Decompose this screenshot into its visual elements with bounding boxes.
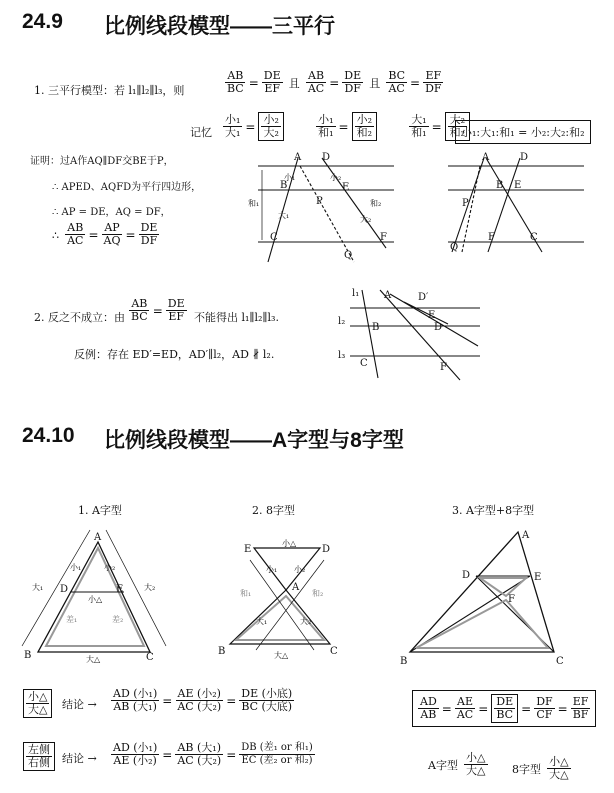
label-sum-1: 和₁ — [248, 199, 260, 208]
proof-line-3: ∴ AP = DE，AQ = DF， — [52, 207, 171, 218]
svg-text:D′: D′ — [418, 292, 429, 303]
svg-text:E: E — [244, 544, 252, 555]
label-small-2: 小₂ — [330, 173, 342, 182]
svg-text:差₂: 差₂ — [112, 615, 124, 624]
counter-example: 反例：存在 ED′=ED，AD′∥l₂，AD ∦ l₂. — [74, 348, 275, 361]
svg-text:小₁: 小₁ — [266, 565, 278, 574]
item1-label: 1. 三平行模型：若 l₁∥l₂∥l₃，则 — [34, 84, 185, 97]
label-big-1: 大₁ — [278, 211, 290, 220]
svg-text:B: B — [496, 180, 504, 191]
conclusion-1-equation: $\frac{\text{AD (小₁)}}{\text{AB (大₁)}}$ = $\frac{\text{AE (小₂)}}{\text{AC (大₂)}}$ = $\frac{\text{DE (小底)}}{\text{BC (大底)}}$ — [113, 687, 293, 713]
svg-text:大₁: 大₁ — [256, 617, 268, 626]
svg-text:小₂: 小₂ — [294, 565, 306, 574]
svg-text:E: E — [534, 572, 542, 583]
proof-line-1: 证明：过A作AQ∥DF交BE于P， — [30, 156, 174, 167]
caption-a-type: 1. A字型 — [78, 504, 122, 517]
figure-counter-example — [350, 290, 480, 380]
conclusion-3-equation: $\frac{AD}{AB}$ = $\frac{AE}{AC}$ = $\frac{DE}{BC}$ = $\frac{DF}{CF}$ = $\frac{EF}{BF}$ — [412, 690, 596, 727]
svg-text:B: B — [218, 646, 226, 657]
svg-text:和₁: 和₁ — [240, 589, 252, 598]
proof-line-2: ∴ APED、AQFD为平行四边形， — [52, 182, 202, 193]
svg-text:小△: 小△ — [282, 539, 297, 548]
svg-text:大△: 大△ — [274, 651, 289, 660]
ratio-box: 小₁:大₁:和₁ = 小₂:大₂:和₂ — [455, 120, 591, 144]
figure-three-parallel-1 — [258, 158, 394, 262]
svg-text:大△: 大△ — [86, 655, 101, 664]
memo-label: 记忆 — [190, 126, 212, 139]
svg-text:l₃: l₃ — [338, 350, 346, 361]
svg-text:小△: 小△ — [88, 595, 103, 604]
svg-text:A: A — [94, 532, 102, 543]
label-D: D — [322, 152, 331, 163]
svg-text:C: C — [530, 232, 538, 243]
svg-text:P: P — [462, 198, 469, 209]
svg-text:大₂: 大₂ — [144, 583, 156, 592]
svg-text:大₂: 大₂ — [300, 617, 312, 626]
fraction: $\frac{AB}{BC}$ — [227, 69, 244, 95]
caption-a8-type: 3. A字型+8字型 — [452, 504, 535, 517]
label-F: F — [380, 232, 387, 243]
label-small-1: 小₁ — [284, 173, 296, 182]
label-C: C — [270, 232, 278, 243]
svg-text:D: D — [322, 544, 331, 555]
svg-text:F: F — [440, 362, 447, 373]
type-8-label: 8字型 $\frac{\text{小△}}{\text{大△}}$ — [512, 755, 569, 781]
label-E: E — [342, 182, 350, 193]
type-a-label: A字型 $\frac{\text{小△}}{\text{大△}}$ — [428, 751, 486, 777]
svg-text:D: D — [60, 584, 69, 595]
svg-text:E: E — [514, 180, 522, 191]
conclusion-2-equation: $\frac{\text{AD (小₁)}}{\text{AE (小₂)}}$ = $\frac{\text{AB (大₁)}}{\text{AC (大₂)}}$ = $\frac{\text{DB (差₁ or 和₁)}}{\text{EC (差₂ or 和₂)}}$ — [113, 741, 313, 767]
section-number-24-9: 24.9 — [22, 10, 63, 33]
svg-text:D: D — [520, 152, 529, 163]
svg-text:B: B — [400, 656, 408, 667]
svg-text:大₁: 大₁ — [32, 583, 44, 592]
svg-text:和₂: 和₂ — [312, 589, 324, 598]
svg-text:A: A — [482, 152, 490, 163]
svg-text:C: C — [556, 656, 564, 667]
section-title-24-10: 比例线段模型——A字型与8字型 — [104, 429, 404, 452]
svg-text:C: C — [360, 358, 368, 369]
label-B: B — [280, 180, 288, 191]
svg-text:l₁: l₁ — [352, 288, 360, 299]
svg-text:A: A — [522, 530, 530, 541]
item2-suffix: 不能得出 l₁∥l₂∥l₃. — [194, 311, 279, 324]
svg-text:F: F — [508, 594, 515, 605]
svg-text:D: D — [462, 570, 471, 581]
conclusion-1-box: $\frac{\text{小△}}{\text{大△}}$ — [22, 689, 53, 718]
svg-text:C: C — [330, 646, 338, 657]
svg-text:小₂: 小₂ — [104, 563, 116, 572]
conclusion-2-box: $\frac{\text{左侧}}{\text{右侧}}$ — [22, 742, 56, 771]
svg-text:E: E — [428, 310, 436, 321]
conclusion-1-word: 结论 → — [62, 698, 97, 711]
label-Q: Q — [344, 250, 353, 261]
label-A: A — [294, 152, 302, 163]
caption-8-type: 2. 8字型 — [252, 504, 295, 517]
item2-fraction: $\frac{AB}{BC}$ = $\frac{DE}{EF}$ — [131, 297, 185, 323]
section-title-24-9: 比例线段模型——三平行 — [104, 15, 335, 38]
item1-equations: $\frac{AB}{BC}$ = $\frac{DE}{EF}$ 且 $\frac{AB}{AC}$ = $\frac{DE}{DF}$ 且 $\frac{BC}{AC}$ = $\frac{EF}{DF}$ — [227, 69, 442, 95]
svg-text:C: C — [146, 652, 154, 663]
svg-text:小₁: 小₁ — [70, 563, 82, 572]
proof-final: ∴ $\frac{AB}{AC}$ = $\frac{AP}{AQ}$ = $\frac{DE}{DF}$ — [52, 221, 158, 247]
conclusion-2-word: 结论 → — [62, 752, 97, 765]
svg-text:l₂: l₂ — [338, 316, 346, 327]
figure-a-and-8-type — [410, 532, 554, 652]
label-P: P — [316, 196, 323, 207]
svg-text:E: E — [116, 584, 124, 595]
svg-text:A: A — [292, 582, 300, 593]
figure-8-type — [230, 548, 330, 650]
item2-prefix: 2. 反之不成立：由 — [34, 311, 125, 324]
svg-text:Q: Q — [450, 242, 459, 253]
svg-text:D: D — [434, 322, 443, 333]
memo-fractions: $\frac{\text{小₁}}{\text{大₁}}$ = $\frac{\text{小₂}}{\text{大₂}}$ $\frac{\text{小₁}}{\text{和₁}}$ = $\frac{\text{小₂}}{\text{和₂}}$ $\frac{\text{大₁}}{\text{和₁}}$ = $\frac{\text{大₂}}{\text{和₂}}$ — [222, 112, 471, 141]
svg-text:差₁: 差₁ — [66, 615, 78, 624]
svg-text:B: B — [372, 322, 380, 333]
section-number-24-10: 24.10 — [22, 424, 75, 447]
label-sum-2: 和₂ — [370, 199, 382, 208]
svg-text:B: B — [24, 650, 32, 661]
svg-text:A: A — [384, 290, 392, 301]
label-big-2: 大₂ — [360, 215, 372, 224]
svg-text:F: F — [488, 232, 495, 243]
